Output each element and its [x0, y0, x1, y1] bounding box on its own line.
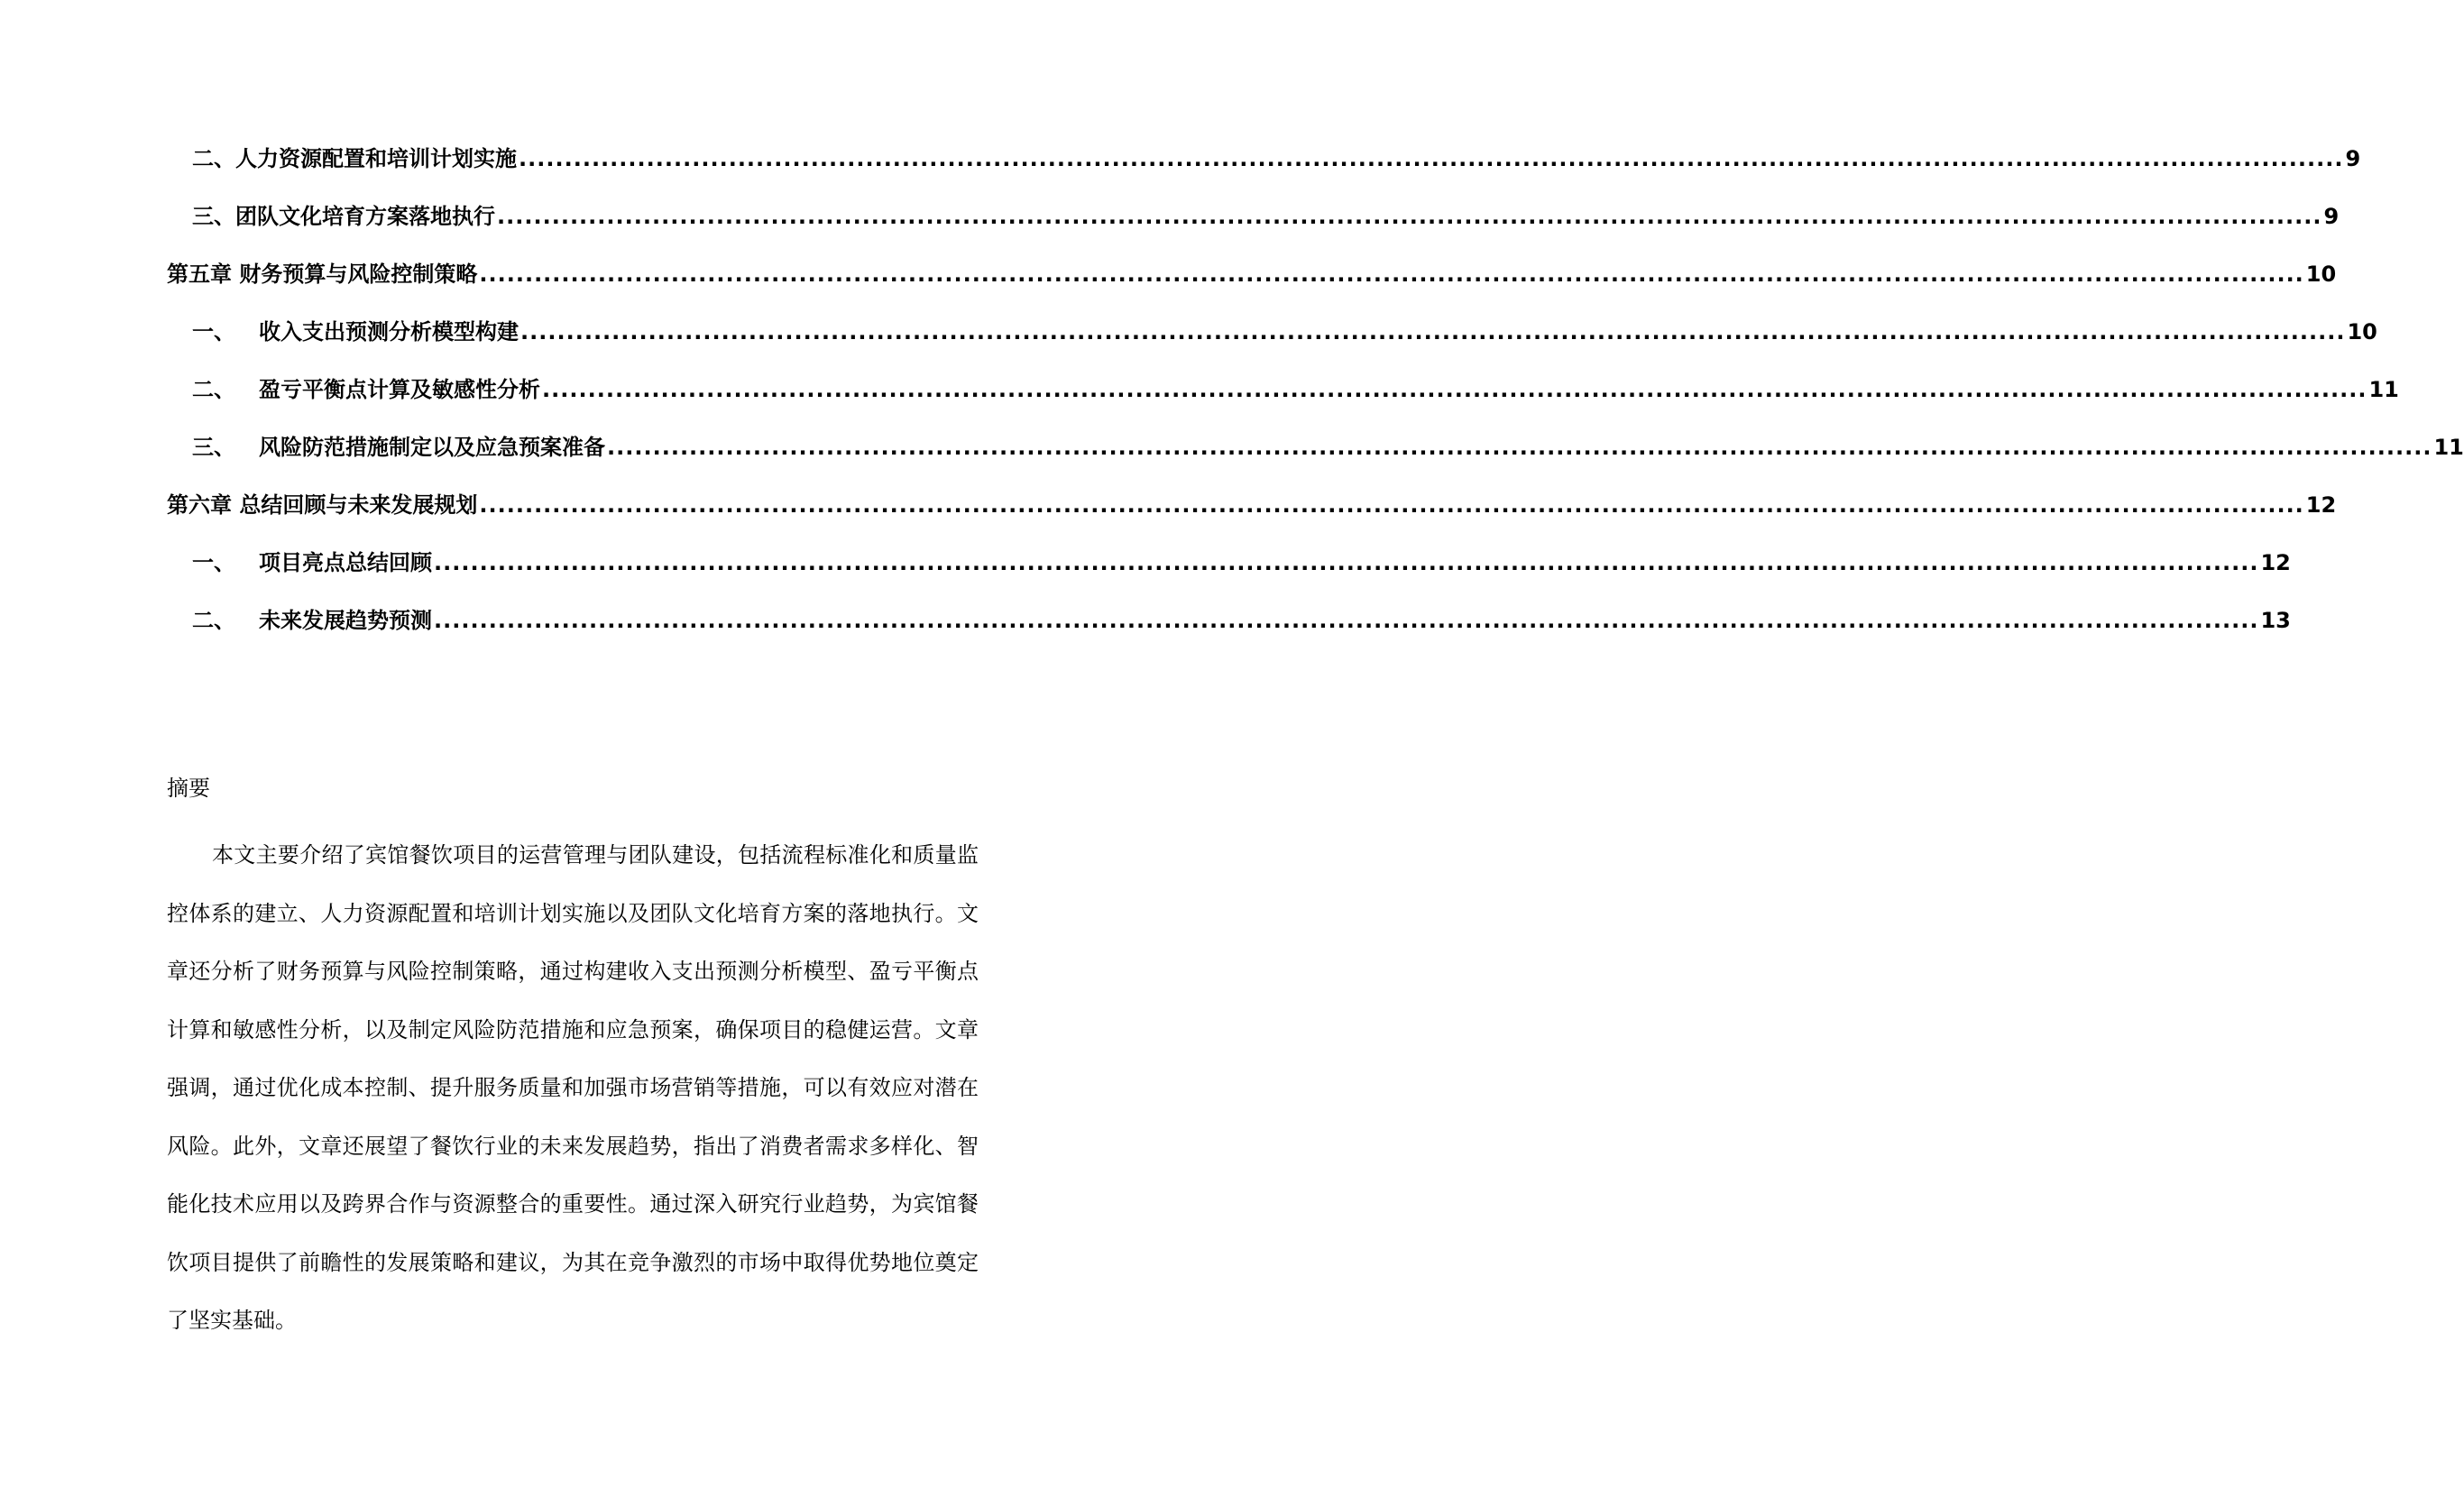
toc-entry-number: 第六章	[167, 492, 232, 518]
toc-entry-title: 团队文化培育方案落地执行	[235, 204, 495, 229]
toc-leader-dots: ........................................................................................................................................................................................................	[520, 319, 2346, 344]
toc-entry-number: 三、	[192, 435, 235, 460]
toc-entry-title: 人力资源配置和培训计划实施	[235, 146, 517, 171]
toc-entry-chapter[interactable]	[167, 245, 2337, 303]
toc-entry-title: 盈亏平衡点计算及敏感性分析	[259, 377, 540, 402]
toc-entry-chapter[interactable]	[167, 476, 2337, 534]
toc-entry-title: 风险防范措施制定以及应急预案准备	[259, 435, 605, 460]
toc-entry[interactable]	[167, 130, 2361, 188]
toc-entry-number: 三、	[192, 204, 235, 229]
toc-entry-number: 二、	[192, 608, 235, 633]
table-of-contents	[167, 130, 2464, 649]
toc-entry-page: 11	[2368, 377, 2399, 402]
toc-entry-number: 第五章	[167, 262, 232, 287]
toc-entry[interactable]	[167, 303, 2377, 361]
toc-entry-page: 10	[2305, 262, 2337, 287]
toc-entry-number: 二、	[192, 146, 235, 171]
toc-entry-number: 一、	[192, 319, 235, 344]
toc-entry-page: 9	[2345, 146, 2361, 171]
toc-entry[interactable]	[167, 534, 2291, 592]
toc-entry-page: 10	[2347, 319, 2377, 344]
toc-entry-title: 财务预算与风险控制策略	[239, 262, 478, 287]
toc-leader-dots: ........................................................................................................................................................................................................	[519, 146, 2344, 171]
toc-entry[interactable]	[167, 418, 2464, 476]
toc-leader-dots: ........................................................................................................................................................................................................	[434, 608, 2259, 633]
toc-entry-title: 总结回顾与未来发展规划	[239, 492, 478, 518]
toc-entry-number: 二、	[192, 377, 235, 402]
toc-entry-page: 9	[2323, 204, 2340, 229]
abstract-heading: 摘要	[167, 776, 210, 801]
toc-leader-dots: ........................................................................................................................................................................................................	[497, 204, 2322, 229]
abstract-body: 本文主要介绍了宾馆餐饮项目的运营管理与团队建设，包括流程标准化和质量监控体系的建立、人力资源配置和培训计划实施以及团队文化培育方案的落地执行。文章还分析了财务预算与风险控制策略，通过构建收入支出预测分析模型、盈亏平衡点计算和敏感性分析，以及制定风险防范措施和应急预案，确保项目的稳健运营。文章强调，通过优化成本控制、提升服务质量和加强市场营销等措施，可以有效应对潜在风险。此外，文章还展望了餐饮行业的未来发展趋势，指出了消费者需求多样化、智能化技术应用以及跨界合作与资源整合的重要性。通过深入研究行业趋势，为宾馆餐饮项目提供了前瞻性的发展策略和建议，为其在竞争激烈的市场中取得优势地位奠定了坚实基础。	[167, 842, 979, 1333]
toc-leader-dots: ........................................................................................................................................................................................................	[542, 377, 2367, 402]
toc-leader-dots: ........................................................................................................................................................................................................	[479, 492, 2304, 518]
toc-leader-dots: ........................................................................................................................................................................................................	[434, 550, 2259, 575]
toc-entry-page: 13	[2260, 608, 2291, 633]
toc-entry-page: 11	[2433, 435, 2464, 460]
toc-leader-dots: ........................................................................................................................................................................................................	[607, 435, 2432, 460]
toc-entry[interactable]	[167, 361, 2399, 418]
toc-entry-page: 12	[2260, 550, 2291, 575]
toc-leader-dots: ........................................................................................................................................................................................................	[479, 262, 2304, 287]
toc-entry-number: 一、	[192, 550, 235, 575]
toc-entry-title: 未来发展趋势预测	[259, 608, 432, 633]
toc-entry-title: 项目亮点总结回顾	[259, 550, 432, 575]
toc-entry[interactable]	[167, 592, 2291, 649]
toc-entry[interactable]	[167, 188, 2340, 245]
toc-entry-title: 收入支出预测分析模型构建	[259, 319, 519, 344]
toc-entry-page: 12	[2305, 492, 2337, 518]
